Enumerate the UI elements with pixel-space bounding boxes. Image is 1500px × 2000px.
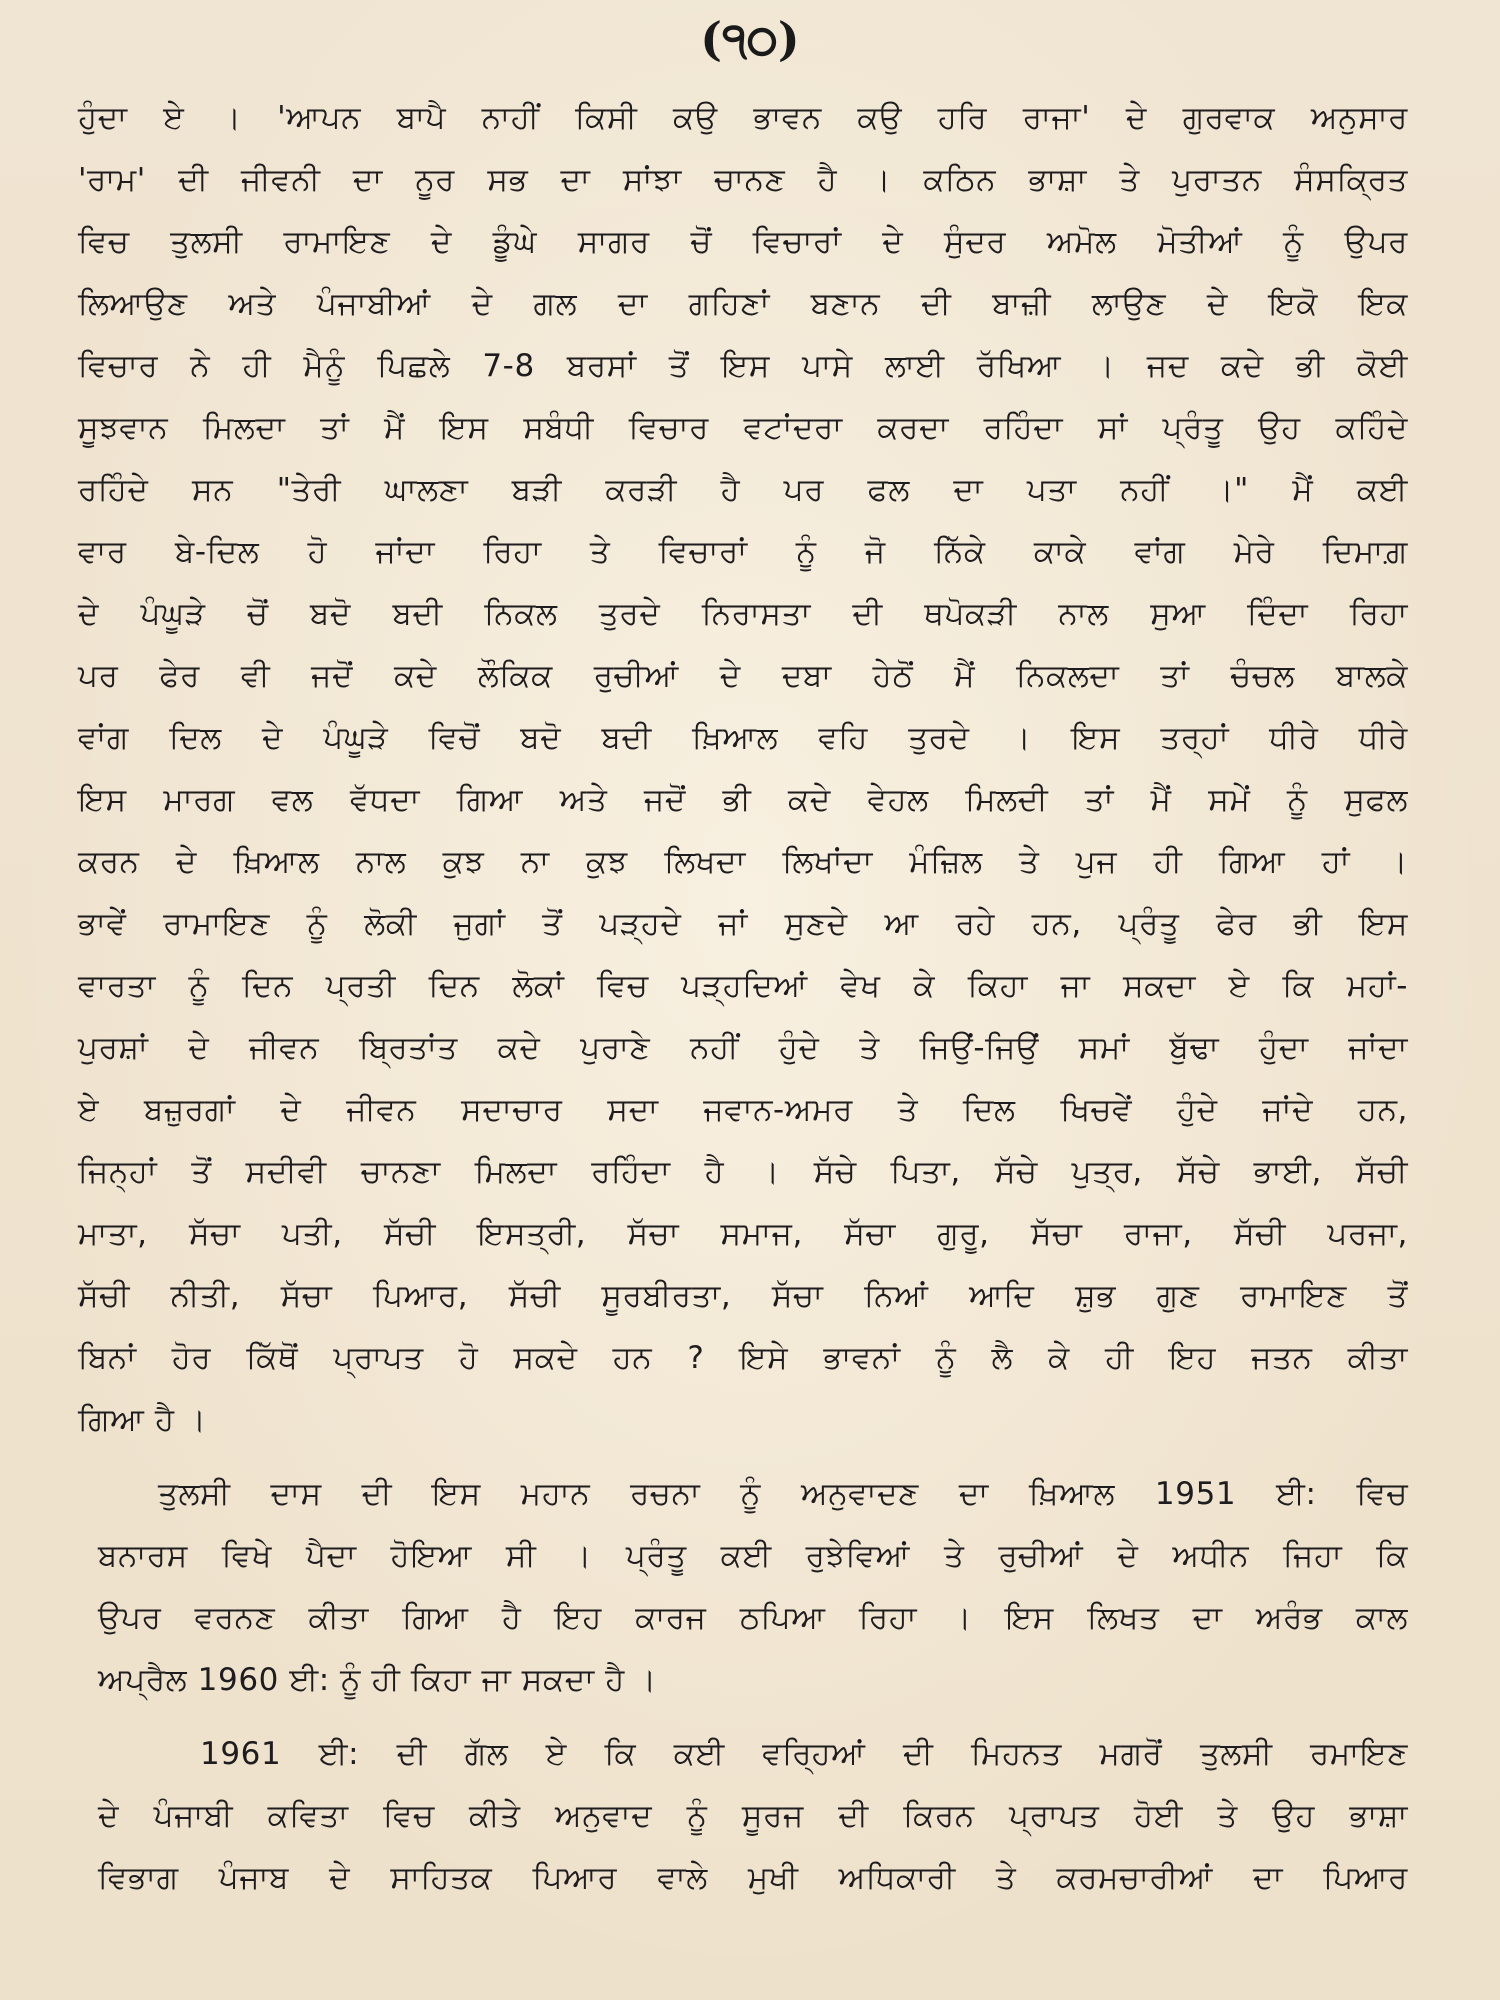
text-line: ਗਿਆ ਹੈ ।: [78, 1402, 207, 1438]
text-line: ਏ ਬਜ਼ੁਰਗਾਂ ਦੇ ਜੀਵਨ ਸਦਾਚਾਰ ਸਦਾ ਜਵਾਨ-ਅਮਰ ਤੇ ਦਿਲ ਖਿਚਵੇਂ ਹੁੰਦੇ ਜਾਂਦੇ ਹਨ,: [78, 1092, 1408, 1128]
text-line: ਅਪ੍ਰੈਲ 1960 ਈ: ਨੂੰ ਹੀ ਕਿਹਾ ਜਾ ਸਕਦਾ ਹੈ ।: [98, 1662, 657, 1698]
text-line: ਵਿਚ ਤੁਲਸੀ ਰਾਮਾਇਣ ਦੇ ਡੂੰਘੇ ਸਾਗਰ ਚੋਂ ਵਿਚਾਰਾਂ ਦੇ ਸੁੰਦਰ ਅਮੋਲ ਮੋਤੀਆਂ ਨੂੰ ਉਪਰ: [78, 224, 1408, 260]
text-line: ਬਨਾਰਸ ਵਿਖੇ ਪੈਦਾ ਹੋਇਆ ਸੀ । ਪ੍ਰੰਤੂ ਕਈ ਰੁਝੇਵਿਆਂ ਤੇ ਰੁਚੀਆਂ ਦੇ ਅਧੀਨ ਜਿਹਾ ਕਿ: [98, 1538, 1408, 1574]
text-line: ਕਰਨ ਦੇ ਖ਼ਿਆਲ ਨਾਲ ਕੁਝ ਨਾ ਕੁਝ ਲਿਖਦਾ ਲਿਖਾਂਦਾ ਮੰਜ਼ਿਲ ਤੇ ਪੁਜ ਹੀ ਗਿਆ ਹਾਂ ।: [78, 844, 1408, 880]
text-line: ਭਾਵੇਂ ਰਾਮਾਇਣ ਨੂੰ ਲੋਕੀ ਜੁਗਾਂ ਤੋਂ ਪੜ੍ਹਦੇ ਜਾਂ ਸੁਣਦੇ ਆ ਰਹੇ ਹਨ, ਪ੍ਰੰਤੂ ਫੇਰ ਭੀ ਇਸ: [78, 906, 1408, 942]
text-line: ਵਿਚਾਰ ਨੇ ਹੀ ਮੈਨੂੰ ਪਿਛਲੇ 7-8 ਬਰਸਾਂ ਤੋਂ ਇਸ ਪਾਸੇ ਲਾਈ ਰੱਖਿਆ । ਜਦ ਕਦੇ ਭੀ ਕੋਈ: [78, 348, 1408, 384]
text-line: ਦੇ ਪੰਜਾਬੀ ਕਵਿਤਾ ਵਿਚ ਕੀਤੇ ਅਨੁਵਾਦ ਨੂੰ ਸੂਰਜ ਦੀ ਕਿਰਨ ਪ੍ਰਾਪਤ ਹੋਈ ਤੇ ਉਹ ਭਾਸ਼ਾ: [98, 1798, 1408, 1834]
text-line: ਪਰ ਫੇਰ ਵੀ ਜਦੋਂ ਕਦੇ ਲੌਕਿਕ ਰੁਚੀਆਂ ਦੇ ਦਬਾ ਹੇਠੋਂ ਮੈਂ ਨਿਕਲਦਾ ਤਾਂ ਚੰਚਲ ਬਾਲਕੇ: [78, 658, 1408, 694]
text-line: ਤੁਲਸੀ ਦਾਸ ਦੀ ਇਸ ਮਹਾਨ ਰਚਨਾ ਨੂੰ ਅਨੁਵਾਦਣ ਦਾ ਖ਼ਿਆਲ 1951 ਈ: ਵਿਚ: [158, 1476, 1408, 1512]
text-line: ਜਿਨ੍ਹਾਂ ਤੋਂ ਸਦੀਵੀ ਚਾਨਣਾ ਮਿਲਦਾ ਰਹਿੰਦਾ ਹੈ । ਸੱਚੇ ਪਿਤਾ, ਸੱਚੇ ਪੁਤ੍ਰ, ਸੱਚੇ ਭਾਈ, ਸੱਚੀ: [78, 1154, 1408, 1190]
page-number: (੧੦): [700, 12, 800, 66]
text-line: ਵਾਰਤਾ ਨੂੰ ਦਿਨ ਪ੍ਰਤੀ ਦਿਨ ਲੋਕਾਂ ਵਿਚ ਪੜ੍ਹਦਿਆਂ ਵੇਖ ਕੇ ਕਿਹਾ ਜਾ ਸਕਦਾ ਏ ਕਿ ਮਹਾਂ-: [78, 968, 1408, 1004]
text-line: 'ਰਾਮ' ਦੀ ਜੀਵਨੀ ਦਾ ਨੂਰ ਸਭ ਦਾ ਸਾਂਝਾ ਚਾਨਣ ਹੈ । ਕਠਿਨ ਭਾਸ਼ਾ ਤੇ ਪੁਰਾਤਨ ਸੰਸਕ੍ਰਿਤ: [78, 162, 1408, 198]
text-line: ਮਾਤਾ, ਸੱਚਾ ਪਤੀ, ਸੱਚੀ ਇਸਤ੍ਰੀ, ਸੱਚਾ ਸਮਾਜ, ਸੱਚਾ ਗੁਰੂ, ਸੱਚਾ ਰਾਜਾ, ਸੱਚੀ ਪਰਜਾ,: [78, 1216, 1408, 1252]
text-line: ਵਾਰ ਬੇ-ਦਿਲ ਹੋ ਜਾਂਦਾ ਰਿਹਾ ਤੇ ਵਿਚਾਰਾਂ ਨੂੰ ਜੋ ਨਿੱਕੇ ਕਾਕੇ ਵਾਂਗ ਮੇਰੇ ਦਿਮਾਗ਼: [78, 534, 1408, 570]
text-line: ਉਪਰ ਵਰਨਣ ਕੀਤਾ ਗਿਆ ਹੈ ਇਹ ਕਾਰਜ ਠਪਿਆ ਰਿਹਾ । ਇਸ ਲਿਖਤ ਦਾ ਅਰੰਭ ਕਾਲ: [98, 1600, 1408, 1636]
text-line: ਵਿਭਾਗ ਪੰਜਾਬ ਦੇ ਸਾਹਿਤਕ ਪਿਆਰ ਵਾਲੇ ਮੁਖੀ ਅਧਿਕਾਰੀ ਤੇ ਕਰਮਚਾਰੀਆਂ ਦਾ ਪਿਆਰ: [98, 1860, 1408, 1896]
text-line: ਇਸ ਮਾਰਗ ਵਲ ਵੱਧਦਾ ਗਿਆ ਅਤੇ ਜਦੋਂ ਭੀ ਕਦੇ ਵੇਹਲ ਮਿਲਦੀ ਤਾਂ ਮੈਂ ਸਮੇਂ ਨੂੰ ਸੁਫਲ: [78, 782, 1408, 818]
text-line: ਵਾਂਗ ਦਿਲ ਦੇ ਪੰਘੂੜੇ ਵਿਚੋਂ ਬਦੋ ਬਦੀ ਖ਼ਿਆਲ ਵਹਿ ਤੁਰਦੇ । ਇਸ ਤਰ੍ਹਾਂ ਧੀਰੇ ਧੀਰੇ: [78, 720, 1408, 756]
text-line: ਸੂਝਵਾਨ ਮਿਲਦਾ ਤਾਂ ਮੈਂ ਇਸ ਸਬੰਧੀ ਵਿਚਾਰ ਵਟਾਂਦਰਾ ਕਰਦਾ ਰਹਿੰਦਾ ਸਾਂ ਪ੍ਰੰਤੂ ਉਹ ਕਹਿੰਦੇ: [78, 410, 1408, 446]
text-line: ਬਿਨਾਂ ਹੋਰ ਕਿੱਥੋਂ ਪ੍ਰਾਪਤ ਹੋ ਸਕਦੇ ਹਨ ? ਇਸੇ ਭਾਵਨਾਂ ਨੂੰ ਲੈ ਕੇ ਹੀ ਇਹ ਜਤਨ ਕੀਤਾ: [78, 1340, 1408, 1376]
text-line: ਸੱਚੀ ਨੀਤੀ, ਸੱਚਾ ਪਿਆਰ, ਸੱਚੀ ਸੂਰਬੀਰਤਾ, ਸੱਚਾ ਨਿਆਂ ਆਦਿ ਸ਼ੁਭ ਗੁਣ ਰਾਮਾਇਣ ਤੋਂ: [78, 1278, 1408, 1314]
text-line: ਦੇ ਪੰਘੂੜੇ ਚੋਂ ਬਦੋ ਬਦੀ ਨਿਕਲ ਤੁਰਦੇ ਨਿਰਾਸਤਾ ਦੀ ਥਪੋਕੜੀ ਨਾਲ ਸੁਆ ਦਿੰਦਾ ਰਿਹਾ: [78, 596, 1408, 632]
text-line: ਹੁੰਦਾ ਏ । 'ਆਪਨ ਬਾਪੈ ਨਾਹੀਂ ਕਿਸੀ ਕਉ ਭਾਵਨ ਕਉ ਹਰਿ ਰਾਜਾ' ਦੇ ਗੁਰਵਾਕ ਅਨੁਸਾਰ: [78, 100, 1408, 136]
text-line: ਲਿਆਉਣ ਅਤੇ ਪੰਜਾਬੀਆਂ ਦੇ ਗਲ ਦਾ ਗਹਿਣਾਂ ਬਣਾਨ ਦੀ ਬਾਜ਼ੀ ਲਾਉਣ ਦੇ ਇਕੋ ਇਕ: [78, 286, 1408, 322]
text-line: ਪੁਰਸ਼ਾਂ ਦੇ ਜੀਵਨ ਬ੍ਰਿਤਾਂਤ ਕਦੇ ਪੁਰਾਣੇ ਨਹੀਂ ਹੁੰਦੇ ਤੇ ਜਿਉਂ-ਜਿਉਂ ਸਮਾਂ ਬੁੱਢਾ ਹੁੰਦਾ ਜਾਂਦਾ: [78, 1030, 1408, 1066]
text-line: ਰਹਿੰਦੇ ਸਨ "ਤੇਰੀ ਘਾਲਣਾ ਬੜੀ ਕਰੜੀ ਹੈ ਪਰ ਫਲ ਦਾ ਪਤਾ ਨਹੀਂ ।" ਮੈਂ ਕਈ: [78, 472, 1408, 508]
text-line: 1961 ਈ: ਦੀ ਗੱਲ ਏ ਕਿ ਕਈ ਵਰ੍ਹਿਆਂ ਦੀ ਮਿਹਨਤ ਮਗਰੋਂ ਤੁਲਸੀ ਰਮਾਇਣ: [200, 1736, 1408, 1772]
